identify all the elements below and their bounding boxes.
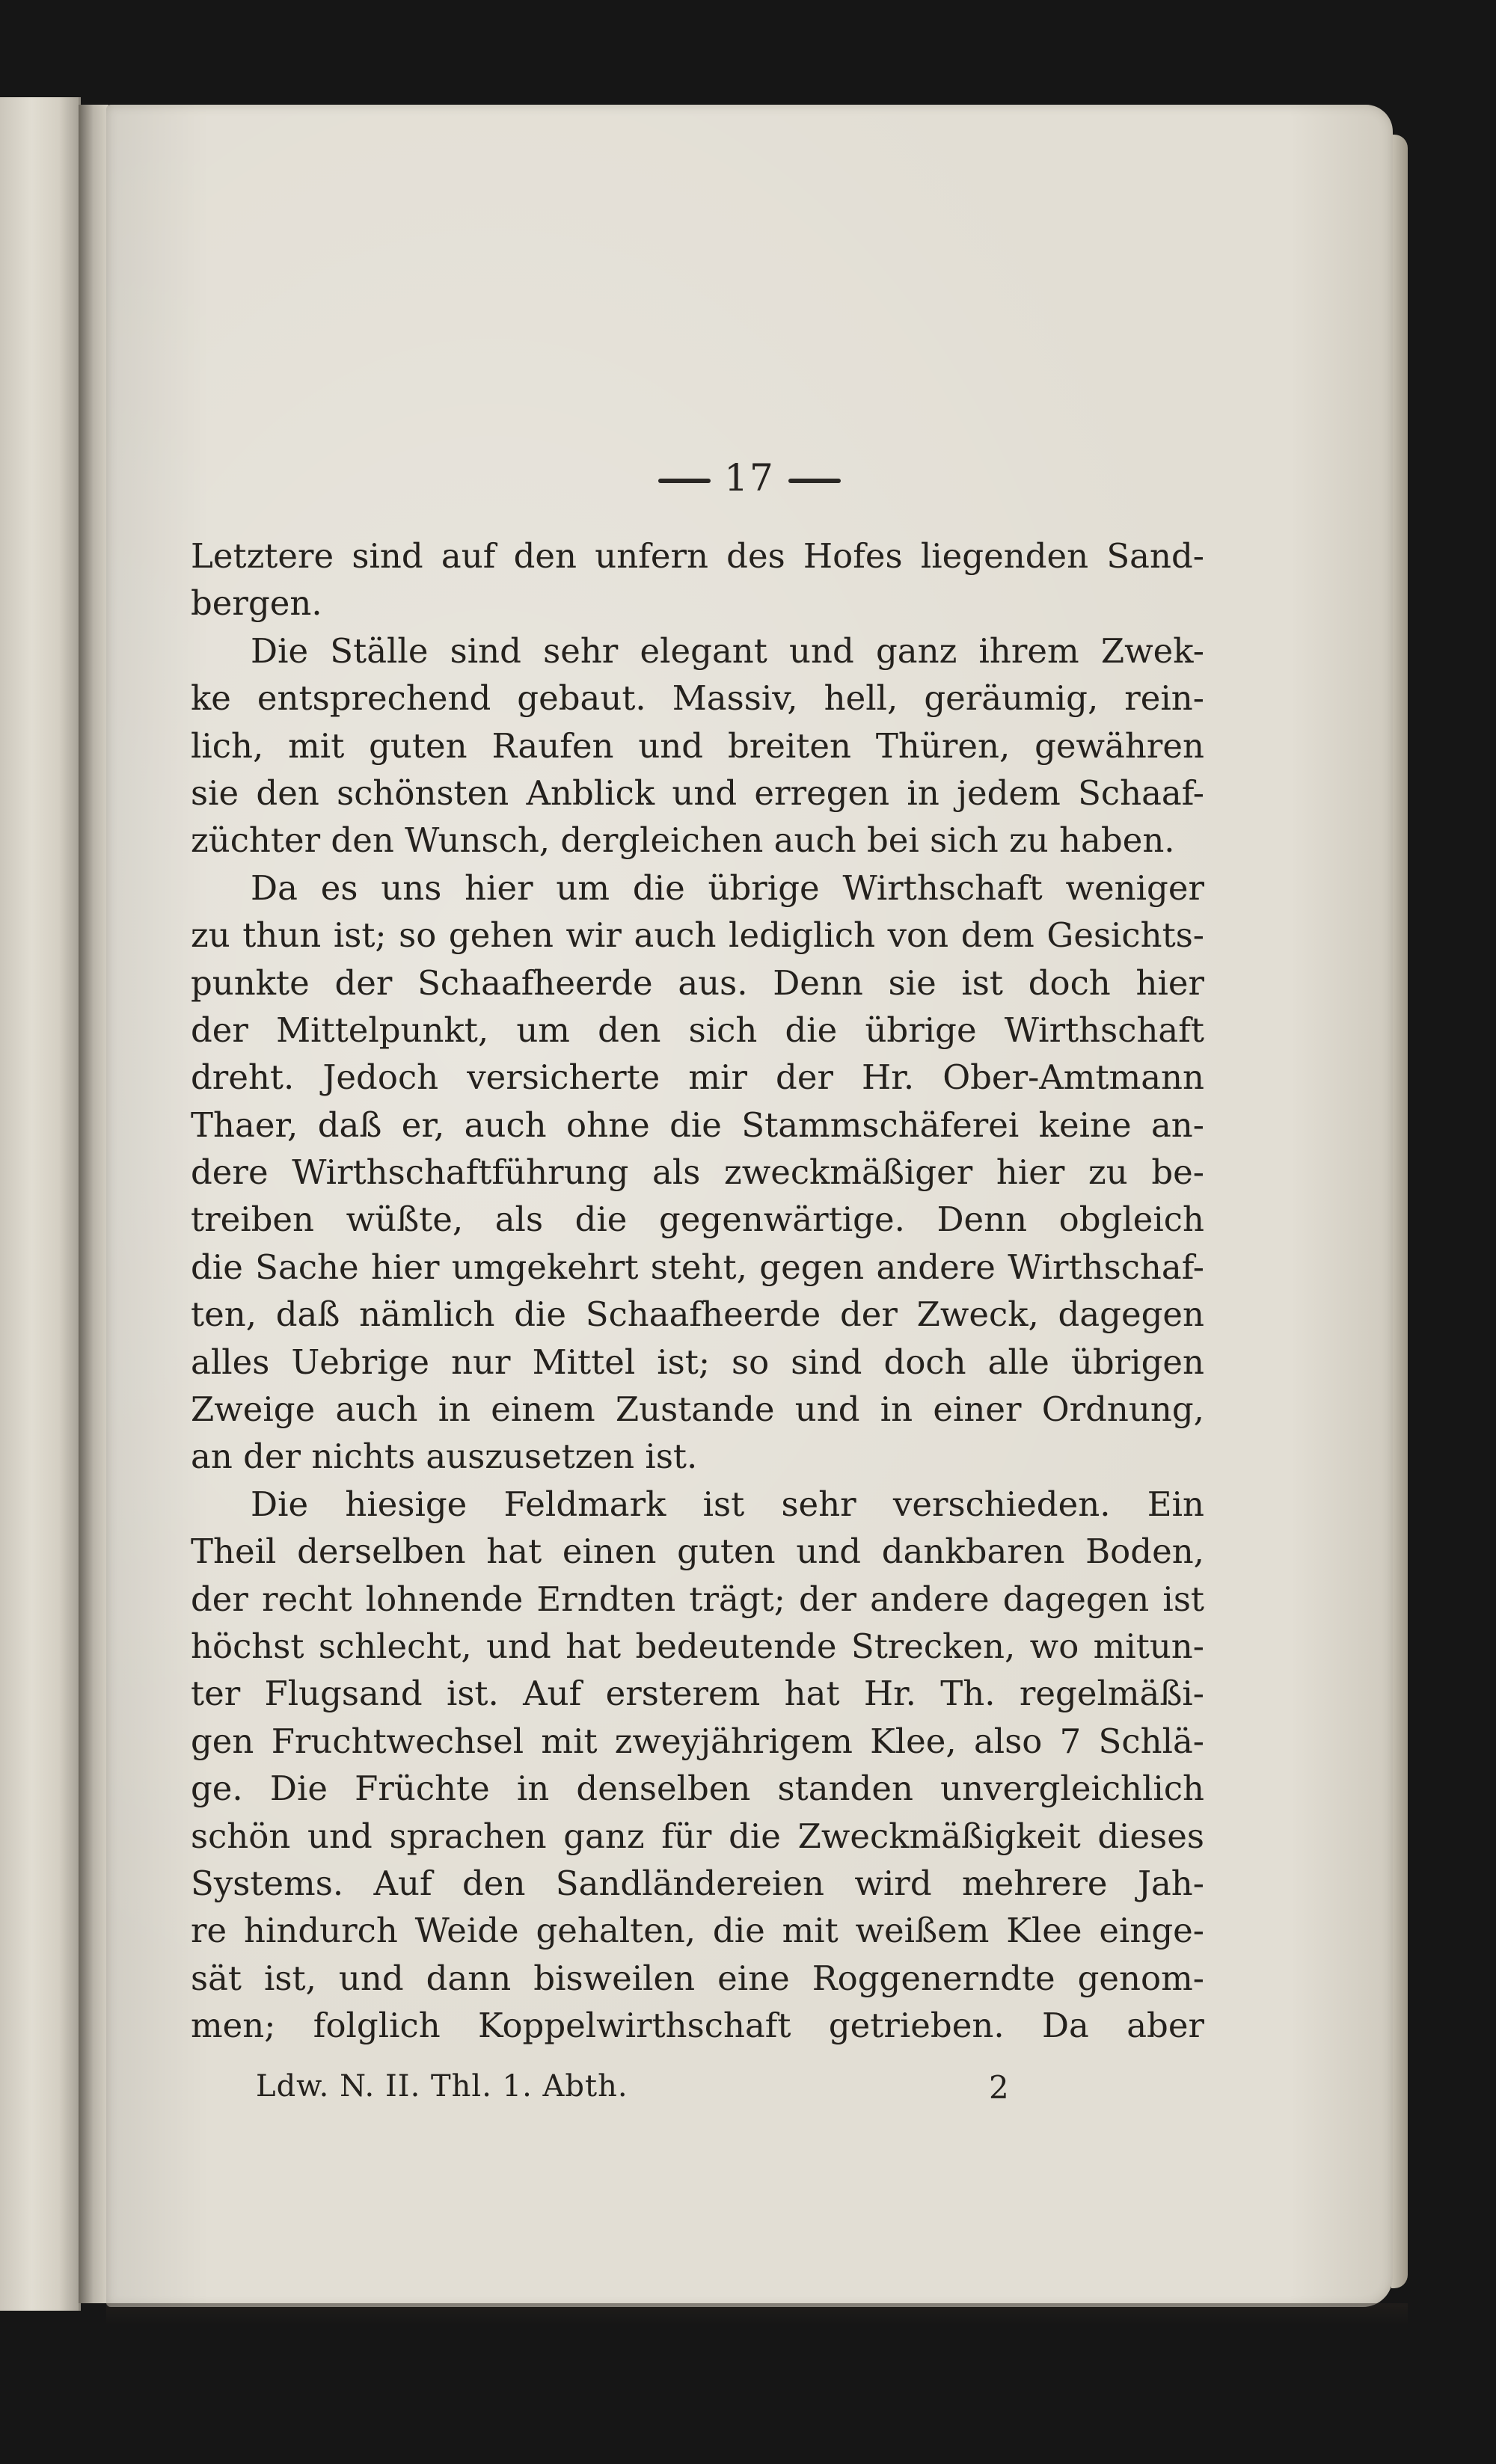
page-number-value: 17 (724, 456, 775, 500)
text-line: dreht. Jedoch versicherte mir der Hr. Ober-Amtmann (191, 1057, 1204, 1098)
text-line: Da es uns hier um die übrige Wirthschaft weniger (251, 867, 1204, 908)
text-line: punkte der Schaafheerde aus. Denn sie ist doch hier (191, 962, 1204, 1003)
text-line: der Mittelpunkt, um den sich die übrige Wirthschaft (191, 1010, 1204, 1050)
folio-dash-right (788, 479, 841, 483)
folio-dash-left (658, 479, 711, 483)
text-line: ge. Die Früchte in denselben standen unvergleichlich (191, 1769, 1204, 1809)
book-page (106, 105, 1393, 2307)
text-line: zu thun ist; so gehen wir auch lediglich von dem Gesichts- (191, 915, 1204, 956)
text-line: treiben wüßte, als die gegenwärtige. Denn obgleich (191, 1199, 1204, 1240)
facing-page-edge (0, 97, 81, 2311)
text-line: men; folglich Koppelwirthschaft getrieben. Da aber (191, 2006, 1204, 2046)
text-line: ke entsprechend gebaut. Massiv, hell, geräumig, rein- (191, 678, 1204, 719)
body-text (191, 532, 1204, 2050)
text-line: Zweige auch in einem Zustande und in einer Ordnung, (191, 1389, 1204, 1430)
text-line: an der nichts auszusetzen ist. (191, 1437, 698, 1477)
text-line: re hindurch Weide gehalten, die mit weißem Klee einge- (191, 1911, 1204, 1951)
text-line: Thaer, daß er, auch ohne die Stammschäferei keine an- (191, 1105, 1204, 1145)
text-line: sät ist, und dann bisweilen eine Roggenerndte genom- (191, 1958, 1204, 1998)
signature-mark: 2 (989, 2069, 1009, 2106)
text-line: der recht lohnende Erndten trägt; der andere dagegen ist (191, 1579, 1204, 1619)
text-line: Die hiesige Feldmark ist sehr verschieden. Ein (251, 1484, 1204, 1524)
text-line: sie den schönsten Anblick und erregen in jedem Schaaf- (191, 772, 1204, 813)
text-line: Systems. Auf den Sandländereien wird mehrere Jah- (191, 1863, 1204, 1903)
text-line: ten, daß nämlich die Schaafheerde der Zweck, dagegen (191, 1294, 1204, 1335)
printer-signature: Ldw. N. II. Thl. 1. Abth. (256, 2069, 628, 2104)
text-line: dere Wirthschaftführung als zweckmäßiger hier zu be- (191, 1152, 1204, 1193)
page-fore-edge (1391, 135, 1408, 2288)
text-line: züchter den Wunsch, dergleichen auch bei sich zu haben. (191, 820, 1175, 861)
page-number (106, 456, 1393, 500)
page-bottom-shadow (106, 2303, 1408, 2326)
text-line: alles Uebrige nur Mittel ist; so sind doch alle übrigen (191, 1342, 1204, 1382)
text-line: die Sache hier umgekehrt steht, gegen andere Wirthschaf- (191, 1247, 1204, 1287)
text-line: lich, mit guten Raufen und breiten Thüren, gewähren (191, 725, 1204, 766)
book-gutter (79, 105, 108, 2303)
text-line: höchst schlecht, und hat bedeutende Strecken, wo mitun- (191, 1626, 1204, 1666)
text-line: Letztere sind auf den unfern des Hofes liegenden Sand- (191, 536, 1204, 576)
text-line: Theil derselben hat einen guten und dankbaren Boden, (191, 1531, 1204, 1572)
text-line: ter Flugsand ist. Auf ersterem hat Hr. Th. regelmäßi- (191, 1674, 1204, 1714)
text-line: Die Ställe sind sehr elegant und ganz ihrem Zwek- (251, 630, 1204, 671)
text-line: schön und sprachen ganz für die Zweckmäßigkeit dieses (191, 1816, 1204, 1856)
text-line: bergen. (191, 583, 322, 624)
text-line: gen Fruchtwechsel mit zweyjährigem Klee, also 7 Schlä- (191, 1721, 1204, 1761)
